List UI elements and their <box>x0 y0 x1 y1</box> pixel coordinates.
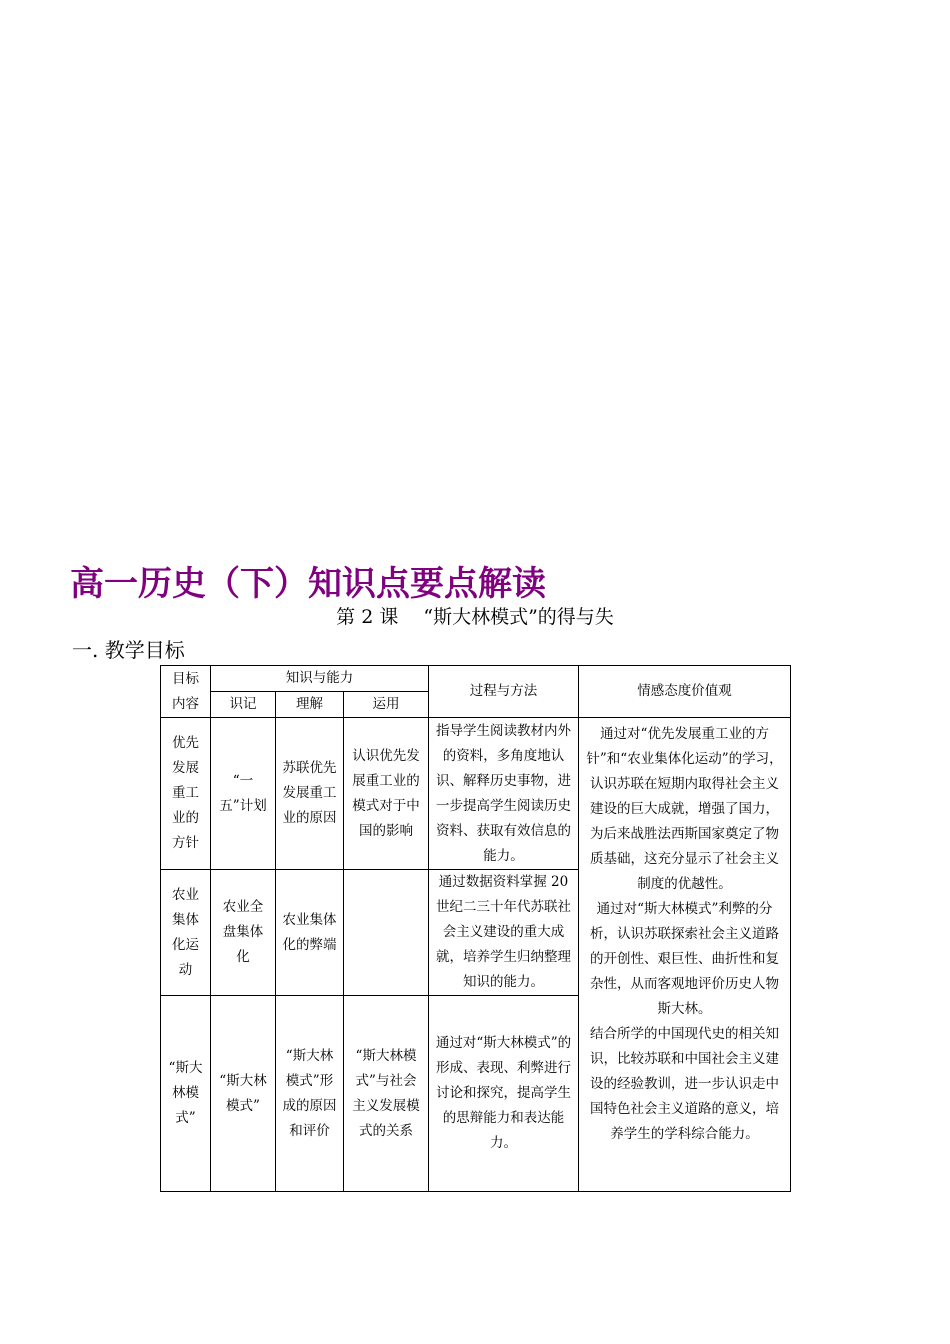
row-content: “斯大林模式” <box>161 996 211 1192</box>
row-recall: “斯大林模式” <box>211 996 276 1192</box>
attitude-paragraph: 结合所学的中国现代史的相关知识，比较苏联和中国社会主义建设的经验教训，进一步认识走中国特色社会主义道路的意义，培养学生的学科综合能力。 <box>590 1026 780 1142</box>
header-target-line2: 内容 <box>172 695 199 712</box>
row-apply: “斯大林模式”与社会主义发展模式的关系 <box>344 996 429 1192</box>
lesson-title: 第 2 课 “斯大林模式”的得与失 <box>336 606 614 628</box>
header-target-line1: 目标 <box>172 670 199 687</box>
row-process: 指导学生阅读教材内外的资料，多角度地认识、解释历史事物，进一步提高学生阅读历史资料、获取有效信息的能力。 <box>429 718 579 870</box>
attitude-paragraph: 通过对“斯大林模式”利弊的分析，认识苏联探索社会主义道路的开创性、艰巨性、曲折性和复杂性，从而客观地评价历史人物斯大林。 <box>590 901 780 1017</box>
table-row <box>161 718 791 870</box>
header-attitude: 情感态度价值观 <box>579 666 791 718</box>
row-understand: “斯大林模式”形成的原因和评价 <box>276 996 344 1192</box>
row-apply <box>344 870 429 996</box>
teaching-goals-table <box>160 665 791 1192</box>
row-content: 农业集体化运动 <box>161 870 211 996</box>
header-apply: 运用 <box>344 692 429 718</box>
header-understand: 理解 <box>276 692 344 718</box>
header-process: 过程与方法 <box>429 666 579 718</box>
table-header-row <box>161 666 791 692</box>
row-recall: “一五”计划 <box>211 718 276 870</box>
header-target-content <box>161 666 211 718</box>
header-knowledge: 知识与能力 <box>211 666 429 692</box>
row-process: 通过对“斯大林模式”的形成、表现、利弊进行讨论和探究，提高学生的思辩能力和表达能力。 <box>429 996 579 1192</box>
section-heading: 一. 教学目标 <box>72 638 185 662</box>
row-understand: 农业集体化的弊端 <box>276 870 344 996</box>
row-process: 通过数据资料掌握 20 世纪二三十年代苏联社会主义建设的重大成就，培养学生归纳整理知识的能力。 <box>429 870 579 996</box>
header-recall: 识记 <box>211 692 276 718</box>
row-understand: 苏联优先发展重工业的原因 <box>276 718 344 870</box>
attitude-paragraph: 通过对“优先发展重工业的方针”和“农业集体化运动”的学习，认识苏联在短期内取得社会主义建设的巨大成就，增强了国力，为后来战胜法西斯国家奠定了物质基础，这充分显示了社会主义制度的优越性。 <box>586 726 783 892</box>
row-content: 优先发展重工业的方针 <box>161 718 211 870</box>
row-apply: 认识优先发展重工业的模式对于中国的影响 <box>344 718 429 870</box>
attitude-cell <box>579 718 791 1192</box>
document-title: 高一历史（下）知识点要点解读 <box>70 564 546 604</box>
row-recall: 农业全盘集体化 <box>211 870 276 996</box>
